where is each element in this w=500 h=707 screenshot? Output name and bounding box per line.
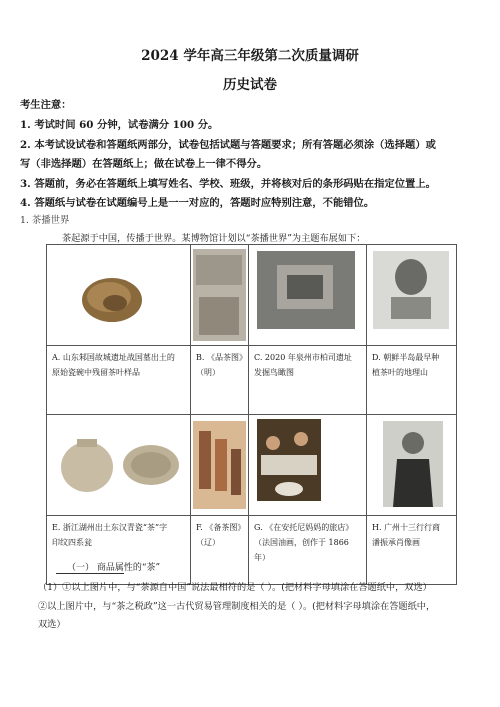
exhibit-image-cell — [249, 245, 367, 346]
notice-item: 1. 考试时间 60 分钟，试卷满分 100 分。 — [20, 119, 219, 131]
notice-item: 写（非选择题）在答题纸上；做在试卷上一律不得分。 — [20, 158, 268, 170]
merchant-portrait-image — [383, 421, 443, 507]
oil-painting-image — [257, 419, 321, 501]
question-2-continued: 双选） — [38, 619, 66, 630]
notice-item: 4. 答题纸与试卷在试题编号上是一一对应的，答题时应特别注意，不能错位。 — [20, 197, 375, 209]
exhibit-table — [46, 244, 457, 585]
question-1: （1）①以上图片中，与“茶源自中国”说法最相符的是（ ）。(把材料字母填涂在答题纸中，双选） — [38, 582, 432, 593]
exhibit-caption: C. 2020 年泉州市柏司遗址 发掘鸟瞰图 — [249, 346, 367, 415]
exam-title: 2024 学年高三年级第二次质量调研 — [141, 48, 359, 64]
exam-subtitle: 历史试卷 — [223, 77, 277, 93]
tea-sample-image — [79, 275, 145, 325]
stone-monument-image — [373, 251, 449, 329]
exhibit-caption: F. 《备茶图》 （辽） — [191, 516, 249, 585]
tea-painting-image — [193, 249, 246, 341]
notice-item: 2. 本考试设试卷和答题纸两部分，试卷包括试题与答题要求；所有答题必须涂（选择题）或 — [20, 139, 436, 151]
exhibit-caption: A. 山东邾国故城遗址战国墓出土的 原始瓷碗中残留茶叶样品 — [47, 346, 191, 415]
exhibit-image-cell — [249, 415, 367, 516]
exhibit-caption: D. 朝鲜半岛最早种 植茶叶的地理山 — [367, 346, 457, 415]
section-title: 1. 茶播世界 — [20, 215, 70, 226]
notice-heading: 考生注意： — [20, 99, 72, 111]
celadon-jar-image — [55, 437, 183, 493]
exhibit-image-cell — [191, 245, 249, 346]
exhibit-image-cell — [367, 415, 457, 516]
question-2: ②以上图片中，与“茶之税政”这一古代贸易管理制度相关的是（ ）。(把材料字母填涂在答题纸中， — [38, 601, 436, 612]
exhibit-caption: G. 《在安托尼妈妈的旅店》 （法国油画，创作于 1866 年） — [249, 516, 367, 585]
exhibit-image-cell — [367, 245, 457, 346]
exhibit-caption: B. 《品茶图》 （明） — [191, 346, 249, 415]
excavation-aerial-image — [257, 251, 355, 329]
exhibit-image-cell — [47, 245, 191, 346]
exhibit-image-cell — [191, 415, 249, 516]
section-intro: 茶起源于中国，传播于世界。某博物馆计划以“茶播世界”为主题布展如下： — [62, 233, 366, 244]
tea-mural-image — [193, 421, 246, 509]
part-heading: （一） 商品属性的“茶” — [67, 563, 161, 573]
exhibit-caption: E. 浙江湖州出土东汉青瓷“茶”字 印纹四系瓮 — [47, 516, 191, 585]
notice-item: 3. 答题前，务必在答题纸上填写姓名、学校、班级，并将核对后的条形码贴在指定位置上。 — [20, 178, 436, 190]
part-heading-underline — [56, 573, 124, 574]
exhibit-image-cell — [47, 415, 191, 516]
exhibit-caption: H. 广州十三行行商 潘振承肖像画 — [367, 516, 457, 585]
